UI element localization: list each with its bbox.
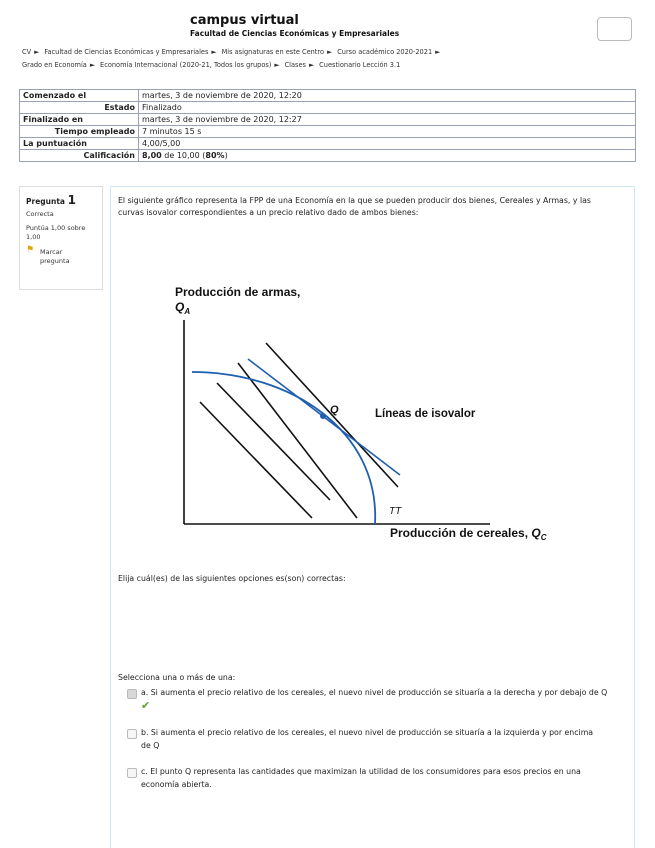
breadcrumb-item[interactable]: Mis asignaturas en este Centro (221, 48, 324, 56)
isovalue-line (200, 402, 312, 518)
header-menu-button[interactable] (597, 17, 632, 41)
question-status: Correcta (26, 210, 54, 218)
question-number: Pregunta 1 (26, 193, 76, 207)
isovalue-line (217, 383, 330, 500)
option-a[interactable]: a. Si aumenta el precio relativo de los cereales, el nuevo nivel de producción se situaría a la derecha y por debajo de Q ✔ (141, 688, 608, 712)
row-label: Finalizado en (20, 114, 139, 126)
option-b[interactable]: b. Si aumenta el precio relativo de los cereales, el nuevo nivel de producción se situaría a la izquierda y por encima de Q (141, 728, 594, 750)
question-text: El siguiente gráfico representa la FPP de una Economía en la que se pueden producir dos bienes, Cereales y Armas, y las curvas isovalor correspondientes a un precio relativo dado de ambos bienes: (118, 196, 591, 217)
frontier-label: TT (389, 506, 402, 517)
breadcrumb (22, 46, 622, 72)
site-title[interactable]: campus virtual (190, 13, 299, 28)
attempt-summary-table (19, 89, 636, 162)
row-label: La puntuación (20, 138, 139, 150)
row-label: Estado (20, 102, 139, 114)
point-q-label: Q (330, 404, 339, 416)
table-row (20, 102, 636, 114)
row-value (139, 150, 636, 162)
question-score: Puntúa 1,00 sobre 1,00 (26, 224, 86, 241)
x-axis-label: Producción de cereales, $Q_C$ (390, 526, 547, 542)
row-label: Comenzado el (20, 90, 139, 102)
breadcrumb-separator: ► (327, 48, 333, 56)
breadcrumb-separator: ► (274, 61, 280, 69)
table-row (20, 126, 636, 138)
breadcrumb-item[interactable]: Facultad de Ciencias Económicas y Empresariales (44, 48, 209, 56)
table-row (20, 114, 636, 126)
table-row (20, 90, 636, 102)
breadcrumb-separator: ► (89, 61, 95, 69)
row-value: martes, 3 de noviembre de 2020, 12:27 (139, 114, 636, 126)
breadcrumb-item[interactable]: Curso académico 2020-2021 (337, 48, 433, 56)
site-subtitle: Facultad de Ciencias Económicas y Empresariales (190, 29, 400, 38)
table-row (20, 150, 636, 162)
breadcrumb-separator: ► (308, 61, 315, 69)
breadcrumb-item[interactable]: Economía Internacional (2020-21, Todos los grupos) (100, 61, 272, 69)
row-value: 4,00/5,00 (139, 138, 636, 150)
ppf-graph (160, 280, 560, 550)
row-label: Calificación (20, 150, 139, 162)
grade-value: 8,00 (142, 151, 162, 160)
flag-icon: ⚑ (26, 245, 35, 255)
breadcrumb-separator: ► (34, 48, 40, 56)
grade-percent: 80% (205, 151, 225, 160)
isovalue-line (238, 363, 357, 518)
row-label: Tiempo empleado (20, 126, 139, 138)
option-c-checkbox[interactable] (127, 768, 137, 778)
row-value: Finalizado (139, 102, 636, 114)
y-axis-label: Producción de armas, (175, 285, 301, 299)
question-info-panel (19, 186, 103, 290)
grade-paren: ) (224, 151, 228, 160)
correct-check-icon: ✔ (141, 699, 151, 712)
y-axis-symbol: $Q_A$ (175, 300, 191, 316)
grade-max: de 10,00 ( (161, 151, 206, 160)
row-value: martes, 3 de noviembre de 2020, 12:20 (139, 90, 636, 102)
option-b-checkbox[interactable] (127, 729, 137, 739)
answer-instruction: Selecciona una o más de una: (118, 673, 236, 682)
breadcrumb-item[interactable]: Clases (284, 61, 306, 69)
table-row (20, 138, 636, 150)
isovalue-label: Líneas de isovalor (375, 408, 476, 420)
breadcrumb-separator: ► (211, 48, 217, 56)
question-prompt: Elija cuál(es) de las siguientes opciones es(son) correctas: (118, 574, 346, 583)
flag-question-link[interactable]: ⚑ Marcar pregunta (26, 245, 70, 265)
production-frontier (192, 372, 375, 524)
breadcrumb-item: Cuestionario Lección 3.1 (319, 61, 401, 69)
breadcrumb-item[interactable]: CV (22, 48, 32, 56)
breadcrumb-separator: ► (435, 48, 441, 56)
point-q (320, 413, 326, 419)
breadcrumb-item[interactable]: Grado en Economía (22, 61, 87, 69)
option-c[interactable]: c. El punto Q representa las cantidades que maximizan la utilidad de los consumidores para esos precios en una economía abierta. (141, 767, 581, 789)
row-value: 7 minutos 15 s (139, 126, 636, 138)
option-a-checkbox[interactable] (127, 689, 137, 699)
